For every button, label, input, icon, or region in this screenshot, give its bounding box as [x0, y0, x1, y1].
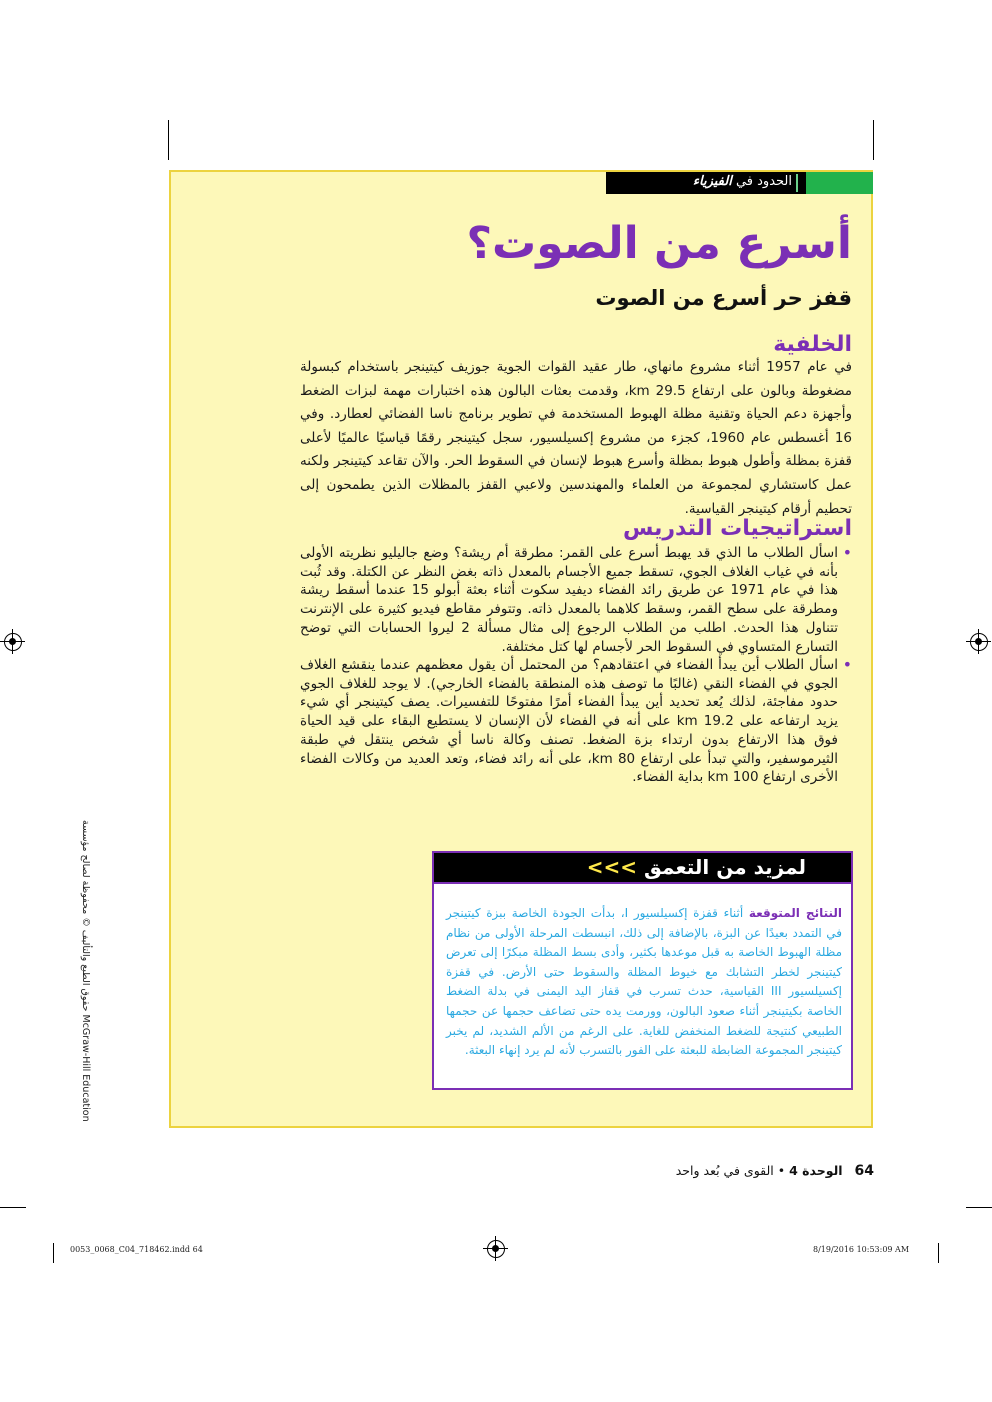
file-slug: 0053_0068_C04_718462.indd 64 — [70, 1245, 203, 1254]
page-title: أسرع من الصوت؟ — [466, 218, 852, 269]
page-subtitle: قفز حر أسرع من الصوت — [595, 286, 852, 310]
arrows-icon: >>> — [586, 855, 638, 879]
crop-mark — [0, 1207, 26, 1208]
crop-mark — [873, 120, 874, 160]
list-item — [300, 656, 852, 787]
bullet-text: اسأل الطلاب أين يبدأ الفضاء في اعتقادهم؟ من المحتمل أن يقول معظمهم عندما ينقشع الغلاف الجوي في الفضاء النقي (غالبًا ما توصف هذه المنطقة بالفضاء الخارجي). لا يوجد للغلاف الجوي حدود مفاجئة، لذلك يُعد تحديد أين يبدأ الفضاء أمرًا مفتوحًا للتفسيرات. يصف كيتينجر أي شيء يزيد ارتفاعه على 19.2 km على أنه في الفضاء لأن الإنسان لا يستطيع البقاء على قيد الحياة فوق هذا الارتفاع بدون ارتداء بزة الضغط. تصنف وكالة ناسا أي شخص ينتقل في طبقة الثيرموسفير، والتي تبدأ على ارتفاع 80 km، على أنه رائد فضاء، وتعد العديد من وكالات الفضاء الأخرى ارتفاع 100 km بداية الفضاء. — [300, 657, 838, 786]
footer-bullet: • — [777, 1163, 786, 1178]
background-heading: الخلفية — [773, 332, 852, 357]
bullet-text: اسأل الطلاب ما الذي قد يهبط أسرع على القمر: مطرقة أم ريشة؟ وضع جاليليو نظريته الأولى بأنه في غياب الغلاف الجوي، تسقط جميع الأجسام بالمعدل ذاته بغض النظر عن الكتلة. وقد ثُبت هذا في عام 1971 عن طريق رائد الفضاء ديفيد سكوت أثناء بعثة أبولو 15 عندما أسقط ريشة ومطرقة على سطح القمر، وسقط كلاهما بالمعدل ذاته. وتتوفر مقاطع فيديو كثيرة على الإنترنت تتناول هذا الحدث. اطلب من الطلاب الرجوع إلى مثال مسألة 2 ليروا الحسابات التي توضح التسارع المتساوي في السقوط الحر لأجسام لها كتل مختلفة. — [300, 545, 838, 655]
crop-mark — [168, 120, 169, 160]
copyright-notice: حقوق الطبع والتأليف © محفوظة لصالح مؤسسة McGraw-Hill Education — [80, 820, 91, 1122]
page-footer — [676, 1163, 874, 1179]
section-header — [606, 172, 806, 194]
strategies-heading: استراتيجيات التدريس — [622, 516, 852, 541]
bullet-icon: • — [842, 655, 852, 674]
more-body: أثناء قفزة إكسيلسيور I، بدأت الجودة الخاصة ببزة كيتينجر في التمدد بعيدًا عن البزة، بالإضافة إلى ذلك، انبسطت المرحلة الأولى من نظام مظلة الهبوط الخاصة به قبل موعدها بكثير، وأدى بسط المظلة مبكرًا إلى تعرض كيتينجر لخطر التشابك مع خيوط المظلة والسقوط حتى الأرض. في قفزة إكسيلسيور III القياسية، حدث تسرب في قفاز اليد اليمنى في بدلة الضغط الخاصة بكيتينجر أثناء صعود البالون، وورمت يده حتى تضاعف حجمها عن حجمها الطبيعي كنتيجة للضغط المنخفض للغاية. على الرغم من الألم الشديد، لم يخبر كيتينجر المجموعة الضابطة للبعثة على الفور بالتسرب لأنه لم يرد إنهاء البعثة. — [446, 906, 843, 1058]
chapter-title: القوى في بُعد واحد — [675, 1163, 774, 1178]
crop-mark — [53, 1243, 54, 1263]
header-divider — [796, 174, 798, 192]
header-prefix: الحدود في — [735, 174, 792, 189]
header-subject: الفيزياء — [692, 174, 732, 189]
registration-mark-icon — [4, 633, 22, 651]
list-item — [300, 544, 852, 656]
header-accent — [806, 172, 873, 194]
more-paragraph — [446, 904, 842, 1061]
bullet-icon: • — [842, 543, 852, 562]
crop-mark — [966, 1207, 992, 1208]
more-lead: النتائج المتوقعة — [748, 906, 842, 920]
more-heading — [432, 851, 853, 882]
timestamp-slug: 8/19/2016 10:53:09 AM — [813, 1245, 910, 1254]
more-title: لمزيد من التعمق — [644, 855, 806, 879]
background-paragraph: في عام 1957 أثناء مشروع مانهاي، طار عقيد القوات الجوية جوزيف كيتينجر باستخدام كبسولة مضغوطة وبالون على ارتفاع 29.5 km، وقدمت بعثات البالون هذه اختبارات مهمة لبزات الضغط وأجهزة دعم الحياة وتقنية مظلة الهبوط المستخدمة في تطوير برنامج ناسا الفضائي لعطارد. وفي 16 أغسطس عام 1960، كجزء من مشروع إكسيلسيور، سجل كيتينجر رقمًا قياسيًا عالميًا لأعلى قفزة بمظلة وأطول هبوط بمظلة وأسرع هبوط لإنسان في السقوط الحر. والآن تقاعد كيتينجر ولكنه عمل كاستشاري لمجموعة من العلماء والمهندسين ولاعبي القفز بالمظلات الذين يطمحون إلى تحطيم أرقام كيتينجر القياسية. — [300, 359, 853, 517]
crop-mark — [938, 1243, 939, 1263]
unit-label: الوحدة 4 — [789, 1163, 843, 1178]
registration-mark-icon — [487, 1240, 505, 1258]
page-number: 64 — [854, 1163, 874, 1179]
registration-mark-icon — [970, 633, 988, 651]
